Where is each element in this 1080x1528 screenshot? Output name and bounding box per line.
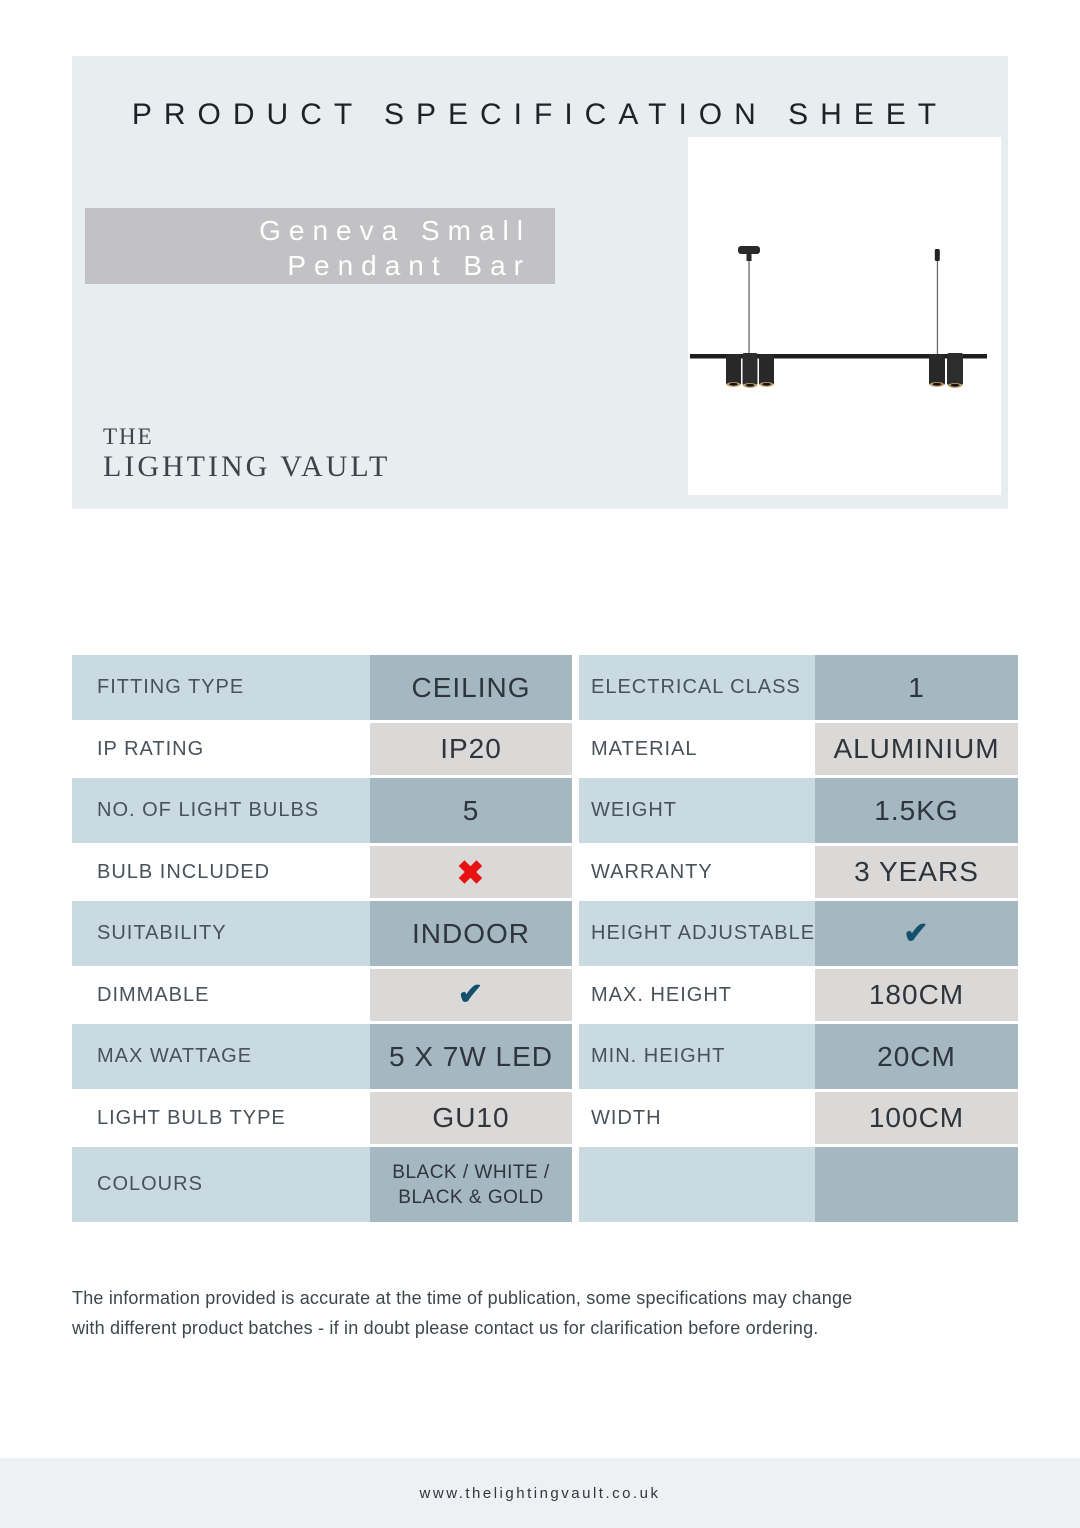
spec-label: COLOURS [72,1147,370,1222]
spec-label: HEIGHT ADJUSTABLE [579,901,815,966]
spec-value [370,846,572,898]
spec-row-max-wattage [72,1024,572,1089]
spec-value [815,901,1018,966]
spec-value: IP20 [370,723,572,775]
spec-label: DIMMABLE [72,969,370,1021]
spec-value: ALUMINIUM [815,723,1018,775]
pendant-bar-illustration [688,137,1001,495]
spec-label: LIGHT BULB TYPE [72,1092,370,1144]
product-name-line1: Geneva Small [259,215,531,246]
spec-row-fitting-type [72,655,572,720]
spec-row-warranty [579,846,1018,898]
page-title: PRODUCT SPECIFICATION SHEET [131,98,949,131]
spec-row-weight [579,778,1018,843]
spec-row-empty [579,1147,1018,1222]
spec-label: WIDTH [579,1092,815,1144]
spec-row-min-height [579,1024,1018,1089]
disclaimer-text [72,1283,1012,1343]
brand-logo-line2: LIGHTING VAULT [103,450,391,483]
spec-label: MAX. HEIGHT [579,969,815,1021]
spec-value: GU10 [370,1092,572,1144]
spec-row-width [579,1092,1018,1144]
disclaimer-line2: with different product batches - if in doubt please contact us for clarification before ordering. [72,1318,819,1338]
brand-logo-line1: THE [103,424,154,449]
disclaimer-line1: The information provided is accurate at the time of publication, some specifications may change [72,1288,853,1308]
spec-row-material [579,723,1018,775]
spec-label: WARRANTY [579,846,815,898]
spec-table-right [579,655,1018,1225]
spec-label: NO. OF LIGHT BULBS [72,778,370,843]
spec-row-height-adjustable [579,901,1018,966]
spec-row-bulb-included [72,846,572,898]
spec-row-dimmable [72,969,572,1021]
spec-table-left [72,655,572,1225]
spec-label: MAX WATTAGE [72,1024,370,1089]
brand-logo [103,424,390,483]
spec-value: 1.5KG [815,778,1018,843]
spec-row-light-bulb-type [72,1092,572,1144]
website-url: www.thelightingvault.co.uk [419,1484,661,1502]
check-icon [903,919,929,949]
cross-icon [457,856,486,889]
spec-value: CEILING [370,655,572,720]
spec-label: MATERIAL [579,723,815,775]
spec-value [370,969,572,1021]
spec-value [815,1147,1018,1222]
spec-label: BULB INCLUDED [72,846,370,898]
check-icon [458,980,484,1010]
header-panel [72,56,1008,509]
spec-row-colours [72,1147,572,1222]
spec-value: 5 [370,778,572,843]
spec-value: 20CM [815,1024,1018,1089]
spec-row-electrical-class [579,655,1018,720]
spec-tables [72,655,1018,1225]
spec-label: MIN. HEIGHT [579,1024,815,1089]
spec-row-max-height [579,969,1018,1021]
spec-value: 1 [815,655,1018,720]
spec-value: 5 X 7W LED [370,1024,572,1089]
spec-value: 180CM [815,969,1018,1021]
spec-label: WEIGHT [579,778,815,843]
spec-label: SUITABILITY [72,901,370,966]
product-name-line2: Pendant Bar [287,250,531,281]
product-photo [688,137,1001,495]
spec-label: ELECTRICAL CLASS [579,655,815,720]
spec-label [579,1147,815,1222]
spec-value: INDOOR [370,901,572,966]
spec-label: FITTING TYPE [72,655,370,720]
spec-value: BLACK / WHITE / BLACK & GOLD [370,1147,572,1222]
spec-row-suitability [72,901,572,966]
footer-band [0,1458,1080,1528]
spec-value: 100CM [815,1092,1018,1144]
spec-label: IP RATING [72,723,370,775]
spec-value: 3 YEARS [815,846,1018,898]
spec-row-no-of-light-bulbs [72,778,572,843]
product-name-box [85,208,555,284]
spec-row-ip-rating [72,723,572,775]
